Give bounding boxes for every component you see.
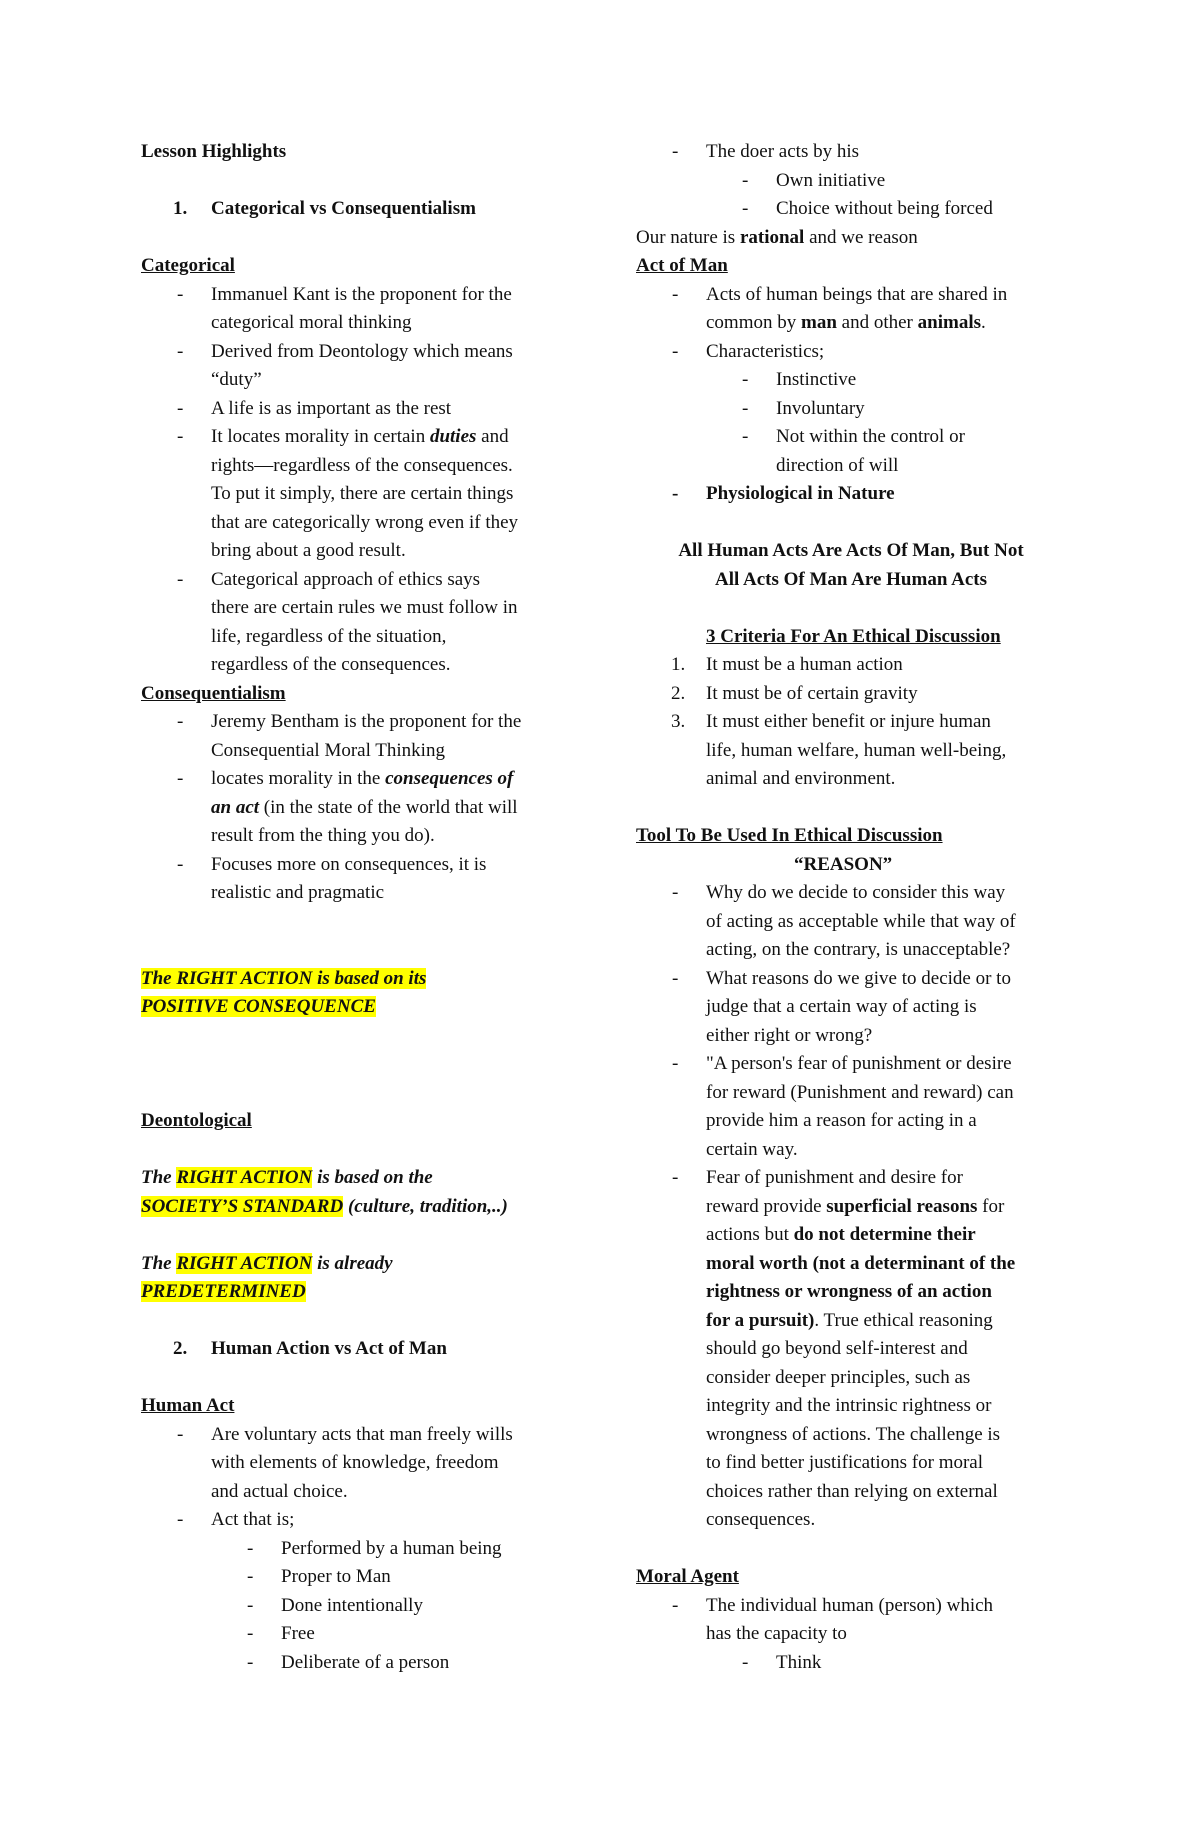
- list-item-cont: an act (in the state of the world that will: [211, 796, 518, 818]
- criteria-heading: 3 Criteria For An Ethical Discussion: [706, 625, 1001, 647]
- sub-list-item: - Deliberate of a person: [247, 1651, 450, 1673]
- deontological-line-4: PREDETERMINED: [141, 1281, 306, 1302]
- list-item-cont: of acting as acceptable while that way of: [706, 910, 1016, 932]
- sub-list-item-cont: direction of will: [776, 454, 899, 476]
- list-item-cont: consequences.: [706, 1509, 816, 1530]
- list-item: - Why do we decide to consider this way: [672, 882, 1006, 903]
- sub-list-item: - Proper to Man: [247, 1566, 391, 1587]
- list-item: - locates morality in the consequences of: [177, 768, 514, 789]
- list-item: - Acts of human beings that are shared in: [672, 283, 1008, 305]
- list-item: - Are voluntary acts that man freely wills: [177, 1423, 513, 1445]
- left-column: [141, 138, 586, 1677]
- sub-list-item: - Think: [742, 1651, 822, 1673]
- list-item-cont: judge that a certain way of acting is: [706, 996, 977, 1017]
- list-item: - Categorical approach of ethics says: [177, 568, 481, 590]
- list-item: - It locates morality in certain duties and: [177, 426, 509, 447]
- list-item-cont: actions but do not determine their: [706, 1224, 976, 1245]
- human-act-heading: Human Act: [141, 1395, 235, 1416]
- list-item-cont: bring about a good result.: [211, 540, 406, 561]
- moral-agent-heading: Moral Agent: [636, 1566, 739, 1587]
- tool-reason: “REASON”: [794, 853, 893, 875]
- acts-statement: All Human Acts Are Acts Of Man, But Not: [678, 540, 1024, 561]
- list-item-cont: for reward (Punishment and reward) can: [706, 1081, 1014, 1103]
- list-item-cont: for a pursuit). True ethical reasoning: [706, 1309, 993, 1331]
- list-item: - "A person's fear of punishment or desire: [672, 1053, 1012, 1074]
- nature-statement: Our nature is rational and we reason: [636, 226, 918, 248]
- list-item-cont: acting, on the contrary, is unacceptable?: [706, 939, 1011, 960]
- list-item: - Jeremy Bentham is the proponent for the: [177, 711, 522, 732]
- act-of-man-heading: Act of Man: [636, 255, 728, 276]
- consequentialism-heading: Consequentialism: [141, 682, 286, 704]
- sub-list-item: - Performed by a human being: [247, 1537, 502, 1559]
- list-item: - Fear of punishment and desire for: [672, 1167, 963, 1188]
- list-item: - Physiological in Nature: [672, 483, 895, 504]
- tool-heading: Tool To Be Used In Ethical Discussion: [636, 825, 943, 846]
- sub-list-item: - Involuntary: [742, 397, 865, 419]
- list-item-cont: to find better justifications for moral: [706, 1452, 984, 1473]
- list-item-cont: moral worth (not a determinant of the: [706, 1252, 1016, 1274]
- list-item: - The doer acts by his: [672, 141, 860, 162]
- numbered-item-cont: life, human welfare, human well-being,: [706, 739, 1007, 761]
- acts-statement-cont: All Acts Of Man Are Human Acts: [715, 568, 987, 590]
- list-item-cont: certain way.: [706, 1138, 798, 1160]
- list-item-cont: that are categorically wrong even if they: [211, 511, 519, 533]
- list-item-cont: rightness or wrongness of an action: [706, 1281, 992, 1302]
- list-item: - Derived from Deontology which means: [177, 340, 513, 362]
- list-item-cont: realistic and pragmatic: [211, 882, 385, 903]
- list-item-cont: “duty”: [211, 369, 262, 390]
- section-2-heading: 2. Human Action vs Act of Man: [173, 1338, 447, 1359]
- sub-list-item: - Free: [247, 1623, 315, 1644]
- numbered-item-cont: animal and environment.: [706, 768, 896, 789]
- numbered-item: 1. It must be a human action: [671, 654, 903, 675]
- list-item-cont: either right or wrong?: [706, 1024, 873, 1046]
- categorical-heading: Categorical: [141, 255, 235, 276]
- sub-list-item: - Own initiative: [742, 169, 886, 191]
- list-item-cont: life, regardless of the situation,: [211, 625, 447, 647]
- list-item-cont: reward provide superficial reasons for: [706, 1195, 1005, 1217]
- list-item: - Focuses more on consequences, it is: [177, 853, 487, 875]
- list-item: - What reasons do we give to decide or to: [672, 967, 1011, 989]
- list-item-cont: consider deeper principles, such as: [706, 1366, 971, 1388]
- list-item: - The individual human (person) which: [672, 1594, 994, 1616]
- right-column: [636, 138, 1066, 1677]
- list-item: - Characteristics;: [672, 340, 825, 362]
- numbered-item: 3. It must either benefit or injure human: [671, 711, 991, 732]
- list-item-cont: rights—regardless of the consequences.: [211, 454, 513, 476]
- sub-list-item: - Not within the control or: [742, 426, 965, 447]
- list-item-cont: should go beyond self-interest and: [706, 1338, 968, 1359]
- list-item-cont: with elements of knowledge, freedom: [211, 1452, 499, 1473]
- sub-list-item: - Instinctive: [742, 369, 857, 390]
- list-item-cont: categorical moral thinking: [211, 312, 412, 333]
- list-item-cont: regardless of the consequences.: [211, 654, 451, 675]
- list-item: - Immanuel Kant is the proponent for the: [177, 283, 512, 305]
- list-item-cont: common by man and other animals.: [706, 312, 986, 333]
- sub-list-item: - Choice without being forced: [742, 198, 993, 219]
- list-item-cont: and actual choice.: [211, 1480, 348, 1502]
- deontological-line-3: The RIGHT ACTION is already: [141, 1252, 393, 1274]
- list-item-cont: choices rather than relying on external: [706, 1480, 998, 1502]
- list-item-cont: result from the thing you do).: [211, 825, 435, 846]
- list-item-cont: To put it simply, there are certain things: [211, 483, 514, 504]
- list-item-cont: wrongness of actions. The challenge is: [706, 1423, 1001, 1445]
- list-item-cont: provide him a reason for acting in a: [706, 1110, 977, 1131]
- numbered-item: 2. It must be of certain gravity: [671, 682, 918, 704]
- list-item-cont: integrity and the intrinsic rightness or: [706, 1395, 992, 1416]
- list-item-cont: has the capacity to: [706, 1623, 847, 1644]
- right-action-positive-cont: POSITIVE CONSEQUENCE: [141, 996, 376, 1017]
- sub-list-item: - Done intentionally: [247, 1594, 423, 1616]
- deontological-line-1: The RIGHT ACTION is based on the: [141, 1167, 433, 1188]
- lesson-title: Lesson Highlights: [141, 141, 287, 162]
- deontological-heading: Deontological: [141, 1110, 252, 1131]
- deontological-line-2: SOCIETY’S STANDARD (culture, tradition,..): [141, 1195, 508, 1217]
- list-item-cont: there are certain rules we must follow in: [211, 597, 518, 618]
- right-action-positive: The RIGHT ACTION is based on its: [141, 967, 427, 989]
- section-1-heading: 1. Categorical vs Consequentialism: [173, 198, 476, 219]
- list-item-cont: Consequential Moral Thinking: [211, 739, 445, 761]
- list-item: - Act that is;: [177, 1509, 295, 1530]
- list-item: - A life is as important as the rest: [177, 397, 452, 419]
